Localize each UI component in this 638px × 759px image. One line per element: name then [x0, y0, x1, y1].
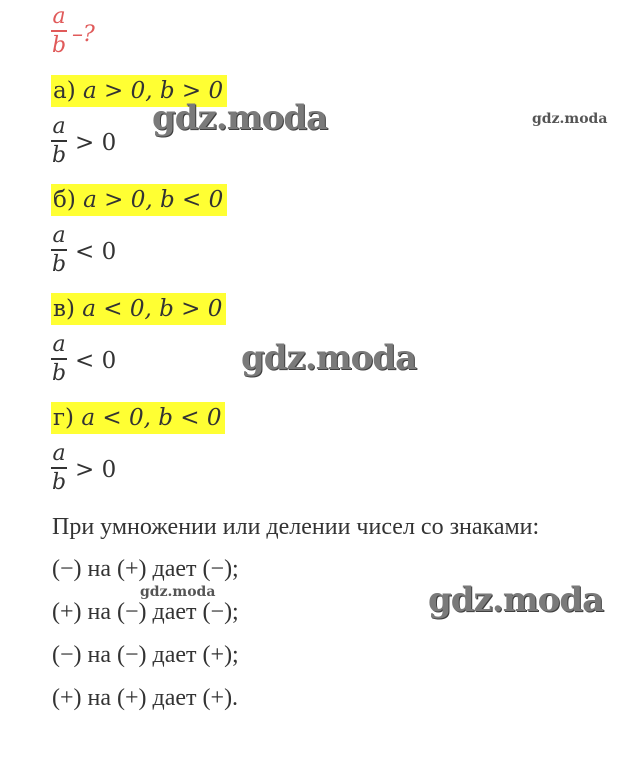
- fraction-bar: [51, 30, 67, 32]
- case-v-label: в): [53, 296, 75, 322]
- case-b-condition: [51, 184, 227, 216]
- fraction-bar: [51, 249, 67, 251]
- question-denominator: b: [52, 32, 67, 58]
- case-a-numerator: a: [52, 114, 66, 139]
- case-g-inequality: a < 0, b < 0: [81, 405, 222, 431]
- watermark: gdz.moda: [428, 580, 604, 620]
- case-g-label: г): [53, 405, 75, 431]
- case-a-fraction: [50, 116, 68, 167]
- watermark: gdz.moda: [152, 98, 328, 138]
- watermark: gdz.moda: [532, 111, 608, 127]
- case-v-inequality: a < 0, b > 0: [82, 296, 223, 322]
- case-a-result: > 0: [75, 130, 117, 156]
- question-mark: –?: [72, 22, 95, 47]
- case-g-fraction: [50, 443, 68, 494]
- rule-line-1: (−) на (+) дает (−);: [52, 556, 239, 582]
- case-a-label: а): [53, 78, 76, 104]
- fraction-bar: [51, 358, 67, 360]
- case-b-numerator: a: [52, 223, 66, 248]
- case-v-result: < 0: [75, 348, 117, 374]
- case-v-fraction: [50, 334, 68, 385]
- rule-intro: При умножении или делении чисел со знаками:: [52, 514, 540, 540]
- rule-line-3: (−) на (−) дает (+);: [52, 642, 239, 668]
- watermark: gdz.moda: [140, 584, 216, 600]
- case-a-denominator: b: [52, 142, 67, 168]
- case-b-fraction: [50, 225, 68, 276]
- case-v-numerator: a: [52, 332, 66, 357]
- watermark: gdz.moda: [241, 338, 417, 378]
- case-a-inequality: a > 0, b > 0: [83, 78, 224, 104]
- case-b-inequality: a > 0, b < 0: [83, 187, 224, 213]
- case-g-result: > 0: [75, 457, 117, 483]
- case-v-denominator: b: [52, 360, 67, 386]
- case-v-condition: [51, 293, 226, 325]
- fraction-bar: [51, 140, 67, 142]
- rule-line-2: (+) на (−) дает (−);: [52, 599, 239, 625]
- case-g-numerator: a: [52, 441, 66, 466]
- question-fraction: [50, 6, 68, 57]
- case-b-label: б): [53, 187, 76, 213]
- case-g-condition: [51, 402, 225, 434]
- fraction-bar: [51, 467, 67, 469]
- case-b-denominator: b: [52, 251, 67, 277]
- rule-line-4: (+) на (+) дает (+).: [52, 685, 239, 711]
- case-g-denominator: b: [52, 469, 67, 495]
- case-b-result: < 0: [75, 239, 117, 265]
- question-numerator: a: [52, 4, 66, 29]
